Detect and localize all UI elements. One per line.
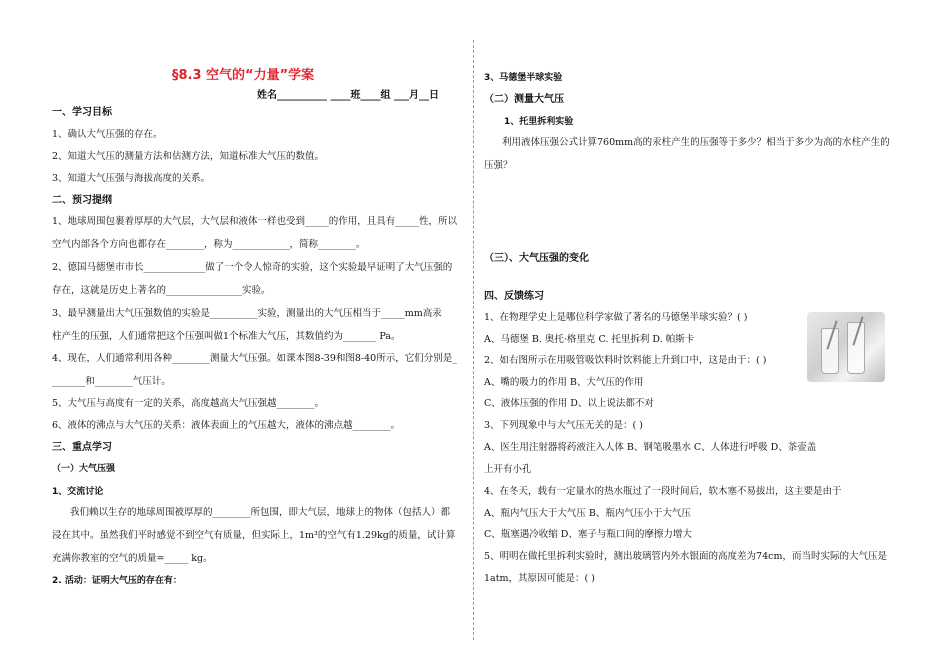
- section-preview-title: 二、预习提纲: [52, 195, 112, 206]
- discussion-heading: 1、交流讨论: [52, 487, 104, 497]
- question-line: A、医生用注射器将药液注入人体 B、钢笔吸墨水 C、人体进行呼吸 D、茶壶盖: [484, 442, 817, 453]
- section-goals-title: 一、学习目标: [52, 107, 112, 118]
- drinks-photo: [807, 312, 885, 382]
- question-line: 5、明明在做托里拆利实验时，测出玻璃管内外水银面的高度差为74cm，而当时实际的大气压是: [484, 551, 887, 562]
- question-line: C、瓶塞遇冷收缩 D、塞子与瓶口间的摩擦力增大: [484, 529, 692, 540]
- question-line: 1、在物理学史上是哪位科学家做了著名的马德堡半球实验？( ): [484, 312, 748, 323]
- goal-item: 3、知道大气压强与海拔高度的关系。: [52, 173, 211, 184]
- question-line: 2、如右图所示在用吸管吸饮料时饮料能上升到口中，这是由于：( ): [484, 355, 767, 366]
- preview-line: 4、现在，人们通常利用各种________测量大气压强。如课本图8-39和图8-40所示，它们分别是_: [52, 353, 457, 364]
- preview-line: 存在，这就是历史上著名的________________实验。: [52, 285, 271, 296]
- column-divider: [473, 40, 474, 640]
- goal-item: 2、知道大气压的测量方法和估测方法，知道标准大气压的数值。: [52, 151, 325, 162]
- glass-icon: [847, 322, 865, 374]
- question-line: A、瓶内气压大于大气压 B、瓶内气压小于大气压: [484, 508, 691, 519]
- preview-line: 2、德国马德堡市市长_____________做了一个令人惊奇的实验，这个实验最早证明了大气压强的: [52, 262, 453, 273]
- discussion-line: 我们赖以生存的地球周围被厚厚的________所包围，即大气层，地球上的物体（包括人）都: [70, 507, 451, 518]
- section-feedback-title: 四、反馈练习: [484, 291, 544, 302]
- torricelli-line: 利用液体压强公式计算760mm高的汞柱产生的压强等于多少？相当于多少为高的水柱产生的: [502, 137, 890, 148]
- discussion-line: 充满你教室的空气的质量=_____ kg。: [52, 553, 213, 564]
- magdeburg-heading: 3、马德堡半球实验: [484, 73, 563, 83]
- subsection-change: （三）、大气压强的变化: [484, 253, 589, 264]
- torricelli-line: 压强？: [484, 160, 513, 171]
- question-line: 1atm，其原因可能是：( ): [484, 573, 595, 584]
- subsection-measure: （二）测量大气压: [484, 94, 564, 105]
- question-line: 上开有小孔: [484, 464, 532, 475]
- torricelli-heading: 1、托里拆利实验: [504, 117, 574, 127]
- question-line: 3、下列现象中与大气压无关的是：( ): [484, 420, 643, 431]
- activity-heading: 2. 活动：证明大气压的存在有：: [52, 576, 182, 586]
- question-line: 4、在冬天，载有一定量水的热水瓶过了一段时间后，软木塞不易拔出，这主要是由于: [484, 486, 842, 497]
- subsection-pressure: （一）大气压强: [52, 464, 116, 474]
- question-line: A、马德堡 B. 奥托·格里克 C. 托里拆利 D. 帕斯卡: [484, 334, 695, 345]
- preview-line: 空气内部各个方向也都存在________，称为____________，简称________。: [52, 239, 366, 250]
- discussion-line: 浸在其中。虽然我们平时感觉不到空气有质量，但实际上，1m³的空气有1.29kg的质量，试计算: [52, 530, 456, 541]
- section-key-title: 三、重点学习: [52, 442, 112, 453]
- preview-line: 1、地球周围包裹着厚厚的大气层，大气层和液体一样也受到_____的作用，且具有_____性，所以: [52, 216, 458, 227]
- preview-line: 5、大气压与高度有一定的关系，高度越高大气压强越________。: [52, 398, 325, 409]
- goal-item: 1、确认大气压强的存在。: [52, 129, 163, 140]
- question-line: C、液体压强的作用 D、以上说法都不对: [484, 398, 654, 409]
- preview-line: 3、最早测量出大气压强数值的实验是__________实验，测量出的大气压相当于_____mm高汞: [52, 308, 442, 319]
- question-line: A、嘴的吸力的作用 B、大气压的作用: [484, 377, 644, 388]
- page-title: §8.3 空气的“力量”学案: [172, 68, 315, 83]
- preview-line: _______和________气压计。: [52, 376, 171, 387]
- preview-line: 6、液体的沸点与大气压的关系：液体表面上的气压越大，液体的沸点越________。: [52, 420, 401, 431]
- preview-line: 柱产生的压强，人们通常把这个压强叫做1个标准大气压，其数值约为_______ Pa。: [52, 331, 401, 342]
- student-info-line: 姓名__________ ____班____组 ___月__日: [257, 90, 439, 101]
